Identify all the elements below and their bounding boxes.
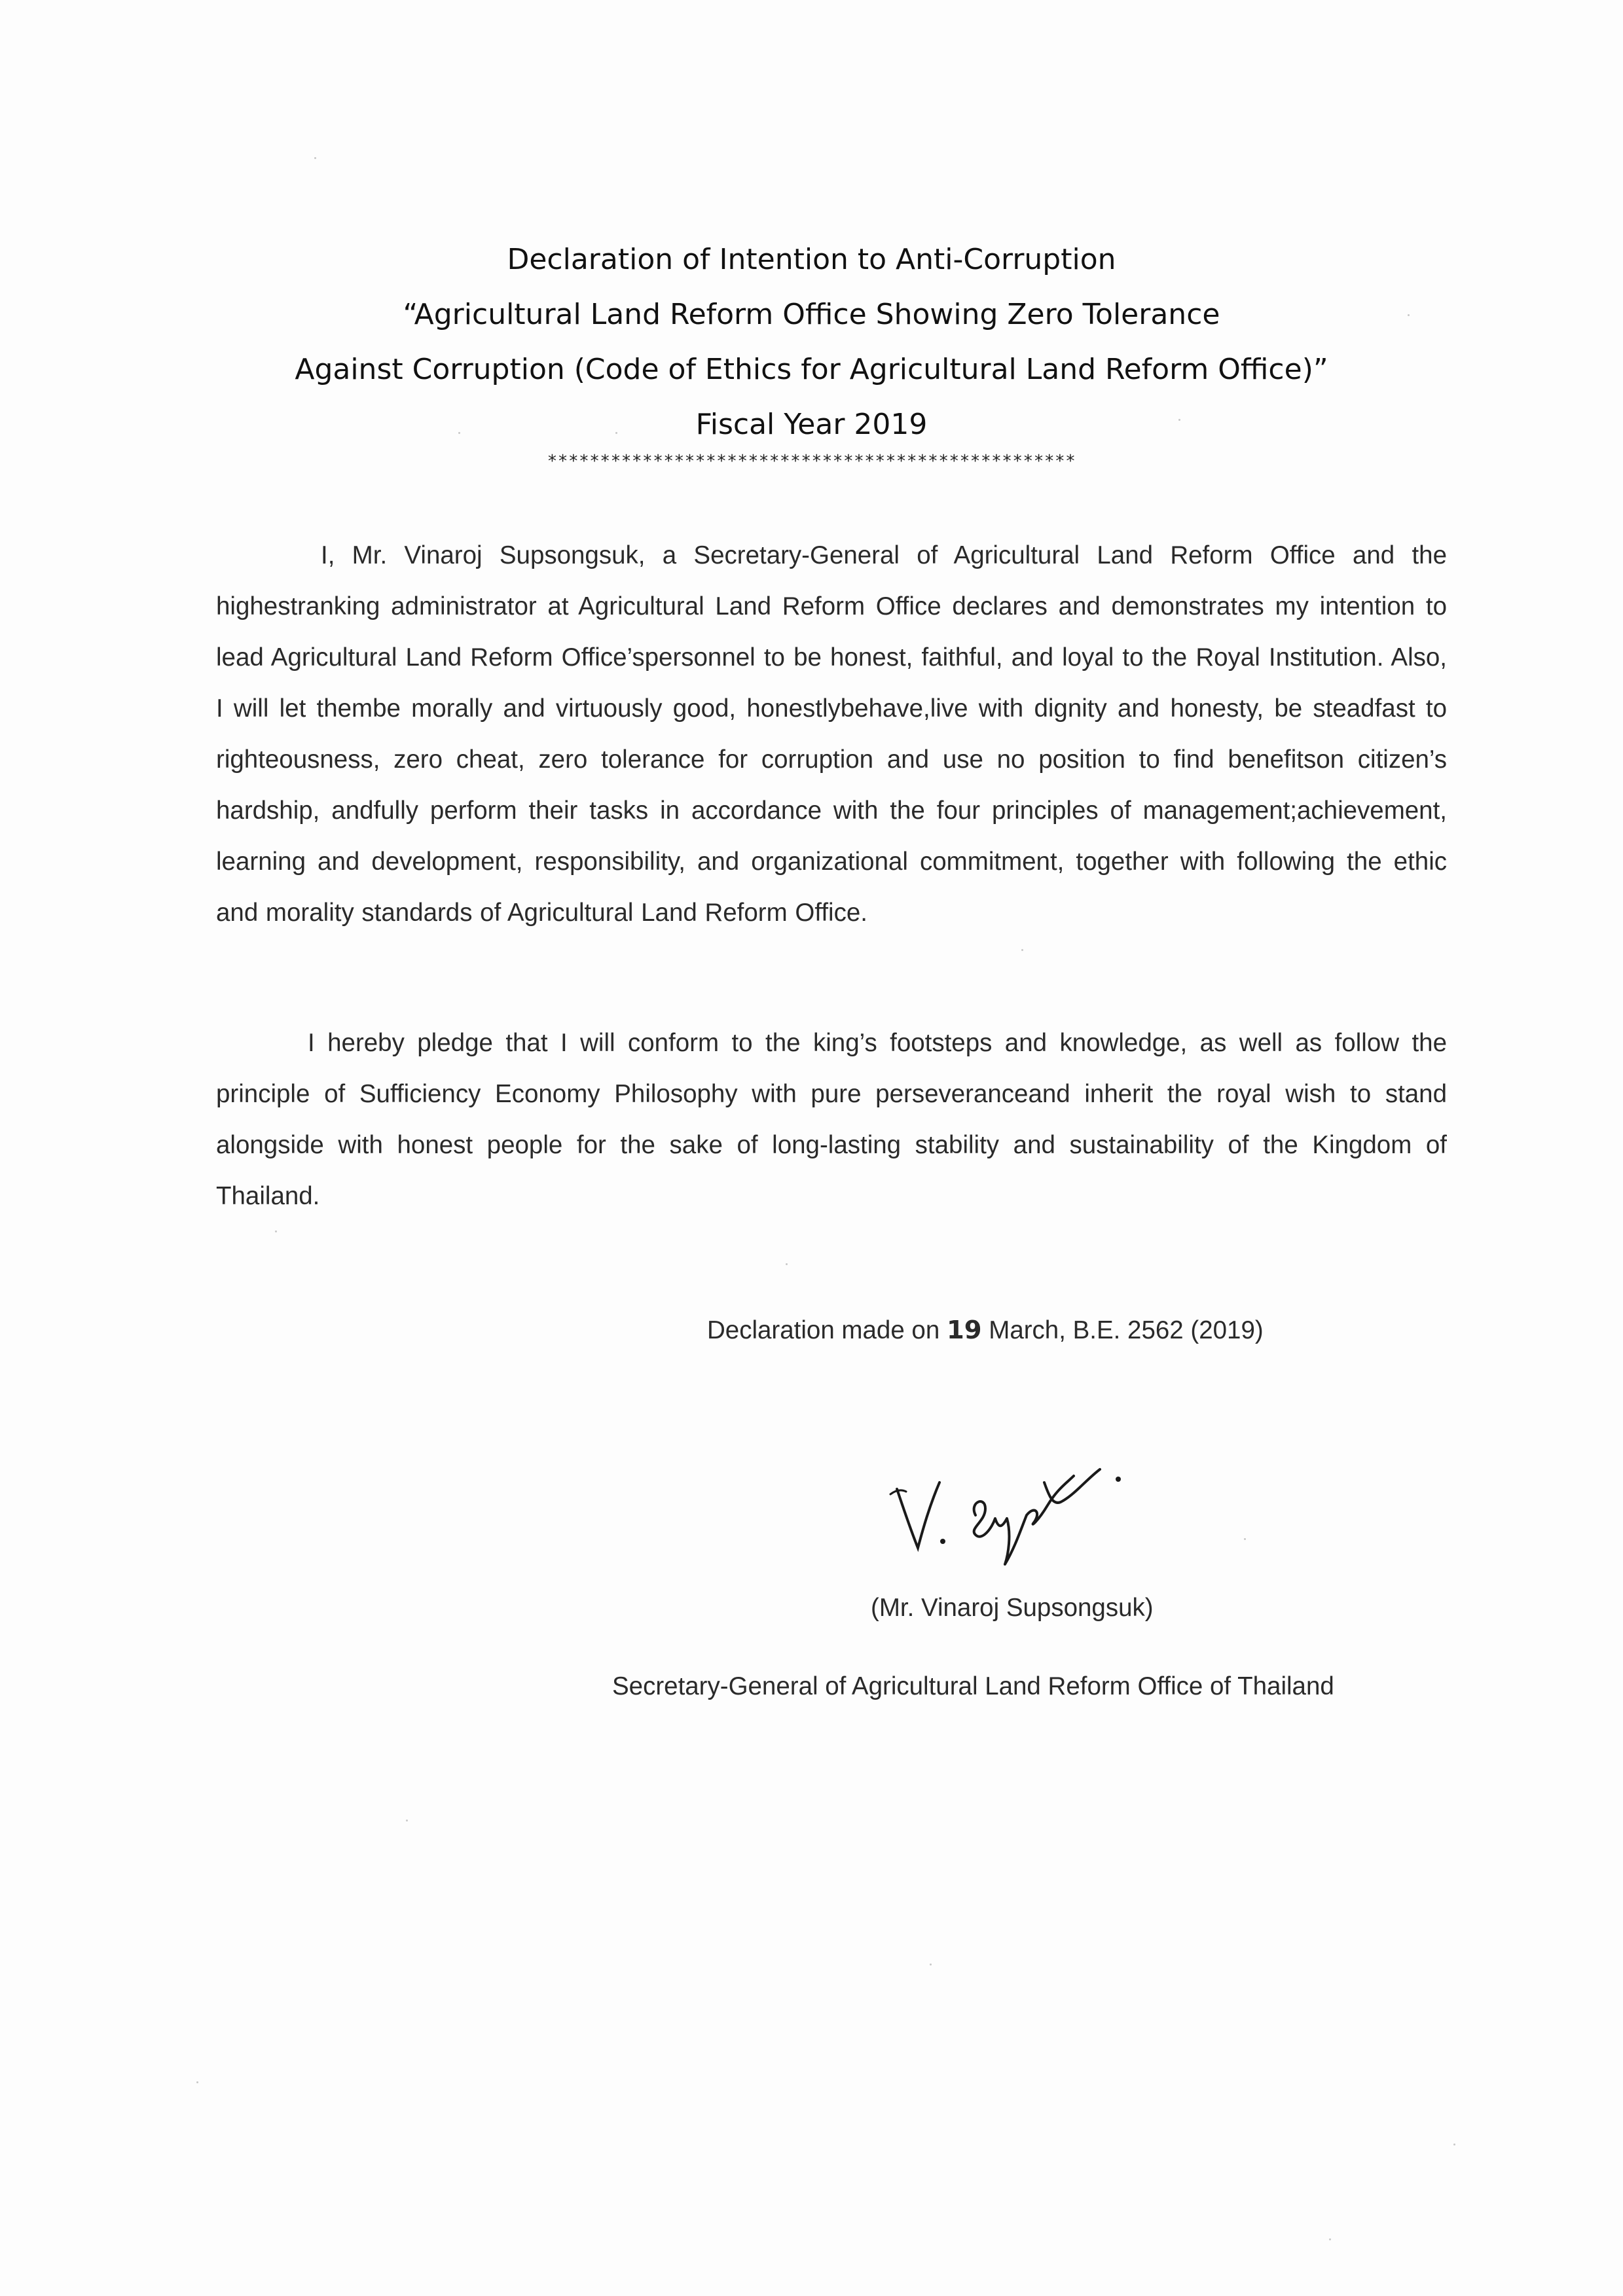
title-line-3: Against Corruption (Code of Ethics for Agricultural Land Reform Office)” [295, 353, 1328, 386]
scan-speck [406, 1820, 408, 1821]
scan-speck [930, 1964, 932, 1965]
body-paragraph-1: I, Mr. Vinaroj Supsongsuk, a Secretary-General of Agricultural Land Reform Office and the highestranking administrator at Agricultural Land Reform Office declares and demonstrates my intention to lead Agricultural Land Reform Office’spersonnel to be honest, faithful, and loyal to the Royal Institution. Also, I will let thembe morally and virtuously good, honestlybehave,live with dignity and honesty, be steadfast to righteousness, zero cheat, zero tolerance for corruption and use no position to find benefitson citizen’s hardship, andfully perform their tasks in accordance with the four principles of management;achievement, learning and development, responsibility, and organizational commitment, together with following the ethic and morality standards of Agricultural Land Reform Office. [216, 541, 1447, 927]
signer-title: Secretary-General of Agricultural Land Reform Office of Thailand [612, 1672, 1334, 1700]
handwritten-signature [877, 1443, 1139, 1574]
document-title [0, 232, 1623, 475]
scan-speck [1244, 1538, 1246, 1540]
declaration-day: 19 [946, 1316, 982, 1345]
title-line-2: “Agricultural Land Reform Office Showing Zero Tolerance [403, 298, 1220, 331]
title-line-4: Fiscal Year 2019 [695, 408, 928, 441]
scan-speck [275, 1230, 277, 1232]
signer-name: (Mr. Vinaroj Supsongsuk) [871, 1594, 1154, 1622]
scan-speck [1178, 419, 1180, 421]
scan-speck [1021, 949, 1023, 951]
declaration-date [707, 1316, 1264, 1345]
scan-speck [786, 1263, 788, 1265]
body-paragraph-2: I hereby pledge that I will conform to the king’s footsteps and knowledge, as well as follow the principle of Sufficiency Economy Philosophy with pure perseveranceand inherit the royal wish to stand alongside with honest people for the sake of long-lasting stability and sustainability of the Kingdom of Thailand. [216, 1029, 1447, 1210]
scan-speck [1329, 2238, 1331, 2240]
scan-speck [1453, 2144, 1455, 2145]
scan-speck [458, 432, 460, 434]
title-separator: ************************************************** [547, 452, 1076, 471]
declaration-suffix: March, B.E. 2562 (2019) [989, 1316, 1264, 1344]
scan-speck [615, 432, 617, 434]
title-line-1: Declaration of Intention to Anti-Corruption [507, 243, 1116, 276]
scan-speck [1408, 314, 1410, 316]
declaration-prefix: Declaration made on [707, 1316, 940, 1344]
scan-speck [196, 2081, 198, 2083]
scan-speck [314, 157, 316, 159]
